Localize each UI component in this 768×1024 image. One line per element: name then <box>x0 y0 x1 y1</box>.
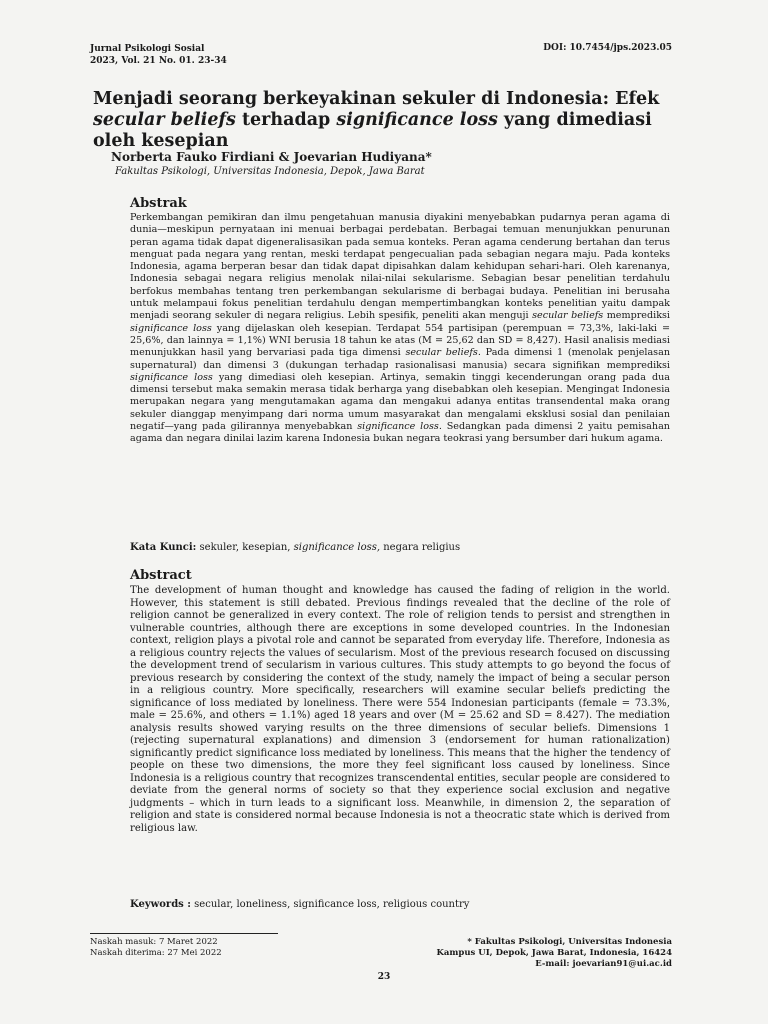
keywords-label: Keywords : <box>130 899 191 910</box>
corr-affiliation: * Fakultas Psikologi, Universitas Indonesia <box>467 937 672 947</box>
abstrak-italic: significance loss <box>130 322 212 334</box>
abstrak-italic: secular beliefs. <box>405 347 481 359</box>
kata-kunci-text: sekuler, kesepian, <box>196 542 294 553</box>
abstrak-text: yang dimediasi oleh kesepian. Artinya, semakin tinggi kecenderungan orang pada dua dimensi tersebut maka semakin merasa tidak berharga yang disebabkan oleh kesepian. Mengingat Indonesia merupakan negara yang mengutamakan agama dan mengakui adanya entitas transendental maka orang sekuler dianggap menyimpang dari norma umum masyarakat dan mengalami eksklusi sosial dan penilaian negatif—yang pada gilirannya menyebabkan <box>130 371 670 433</box>
title-part-2: terhadap <box>235 110 337 130</box>
abstrak-body <box>130 212 670 446</box>
received-date: Naskah masuk: 7 Maret 2022 <box>90 937 218 947</box>
title-italic-1: secular beliefs <box>93 110 236 130</box>
abstrak-text: Pada dimensi 1 (menolak penjelasan supernatural) dan dimensi 3 (dukungan terhadap rasionalisasi manusia) secara signifikan memprediksi <box>130 347 670 371</box>
doi: DOI: 10.7454/jps.2023.05 <box>543 43 672 53</box>
abstrak-text: yang dijelaskan oleh kesepian. Terdapat 554 partisipan (perempuan = 73,3%, laki-laki = 25,6%, dan lainnya = 1,1%) WNI berusia 18 tahun ke atas (M = 25,62 dan SD = 8,427). Hasil analisis mediasi menunjukkan hasil yang bervariasi pada tiga dimensi <box>130 322 671 359</box>
kata-kunci-italic: significance loss, <box>293 542 381 553</box>
corresponding-address <box>437 937 672 970</box>
title-part-1: Menjadi seorang berkeyakinan sekuler di Indonesia: Efek <box>93 89 660 109</box>
journal-header <box>90 43 227 67</box>
corr-address: Kampus UI, Depok, Jawa Barat, Indonesia, 16424 <box>436 948 672 958</box>
abstrak-text: memprediksi <box>603 310 670 322</box>
accepted-date: Naskah diterima: 27 Mei 2022 <box>90 948 222 958</box>
abstrak-italic: significance loss. <box>357 421 442 433</box>
submission-dates <box>90 937 222 959</box>
keywords-text: secular, loneliness, significance loss, religious country <box>191 899 470 910</box>
page-number: 23 <box>377 972 391 982</box>
abstrak-italic: significance loss <box>130 371 213 383</box>
corr-email: E-mail: joevarian91@ui.ac.id <box>535 959 672 969</box>
abstrak-italic: secular beliefs <box>532 310 604 322</box>
journal-name: Jurnal Psikologi Sosial <box>90 44 205 54</box>
keywords <box>130 899 469 910</box>
footnote-divider <box>90 933 278 934</box>
kata-kunci-text: negara religius <box>380 542 461 553</box>
paper-title <box>93 89 693 152</box>
abstract-body: The development of human thought and knowledge has caused the fading of religion in the world. However, this statement is still debated. Previous findings revealed that the decline of the role of religion cannot be generalized in every context. The role of religion tends to persist and strengthen in vulnerable countries, although there are exceptions in some developed countries. In the Indonesian context, religion plays a pivotal role and cannot be separated from everyday life. Therefore, Indonesia as a religious country rejects the values of secularism. Most of the previous research focused on discussing the development trend of secularism in various cultures. This study attempts to go beyond the focus of previous research by considering the context of the study, namely the impact of being a secular person in a religious country. More specifically, researchers will examine secular beliefs predicting the significance of loss mediated by loneliness. There were 554 Indonesian participants (female = 73.3%, male = 25.6%, and others = 1.1%) aged 18 years and over (M = 25.62 and SD = 8.427). The mediation analysis results showed varying results on the three dimensions of secular beliefs. Dimensions 1 (rejecting supernatural explanations) and dimension 3 (endorsement for human rationalization) significantly predict significance loss mediated by loneliness. This means that the higher the tendency of people on these two dimensions, the more they feel significant loss caused by loneliness. Since Indonesia is a religious country that recognizes transcendental entities, secular people are considered to deviate from the general norms of society so that they experience social exclusion and negative judgments – which in turn leads to a significant loss. Meanwhile, in dimension 2, the separation of religion and state is considered normal because Indonesia is not a theocratic state which is derived from religious law. <box>130 585 670 834</box>
journal-volume: 2023, Vol. 21 No. 01. 23-34 <box>90 56 227 66</box>
abstrak-text: Perkembangan pemikiran dan ilmu pengetahuan manusia diyakini menyebabkan pudarnya peran agama di dunia—meskipun pernyataan ini menuai berbagai perdebatan. Berbagai temuan menunjukkan penurunan peran agama tidak dapat digeneralisasikan pada semua konteks. Peran agama cenderung bertahan dan terus menguat pada negara yang rentan, meski terdapat pengecualian pada sebagian negara maju. Pada konteks Indonesia, agama berperan besar dan tidak dapat dipisahkan dalam kehidupan sehari-hari. Oleh karenanya, Indonesia sebagai negara religius menolak nilai-nilai sekularisme. Sebagian besar penelitian terdahulu berfokus membahas tentang tren perkembangan sekularisme di berbagai budaya. Penelitian ini berusaha untuk melampaui fokus penelitian terdahulu dengan mempertimbangkan konteks penelitian yaitu dampak menjadi seorang sekuler di negara religius. Lebih spesifik, peneliti akan menguji <box>130 212 670 322</box>
abstrak-heading: Abstrak <box>130 196 187 211</box>
kata-kunci <box>130 542 460 553</box>
title-part-3: yang dimediasi oleh kesepian <box>93 110 652 151</box>
title-italic-2: significance loss <box>336 110 498 130</box>
authors: Norberta Fauko Firdiani & Joevarian Hudiyana* <box>111 150 432 164</box>
kata-kunci-label: Kata Kunci: <box>130 542 197 553</box>
abstrak-text: Sedangkan pada dimensi 2 yaitu pemisahan agama dan negara dinilai lazim karena Indonesia bukan negara teokrasi yang bersumber dari hukum agama. <box>130 421 670 445</box>
affiliation: Fakultas Psikologi, Universitas Indonesia, Depok, Jawa Barat <box>115 166 425 177</box>
abstract-heading: Abstract <box>130 568 192 583</box>
